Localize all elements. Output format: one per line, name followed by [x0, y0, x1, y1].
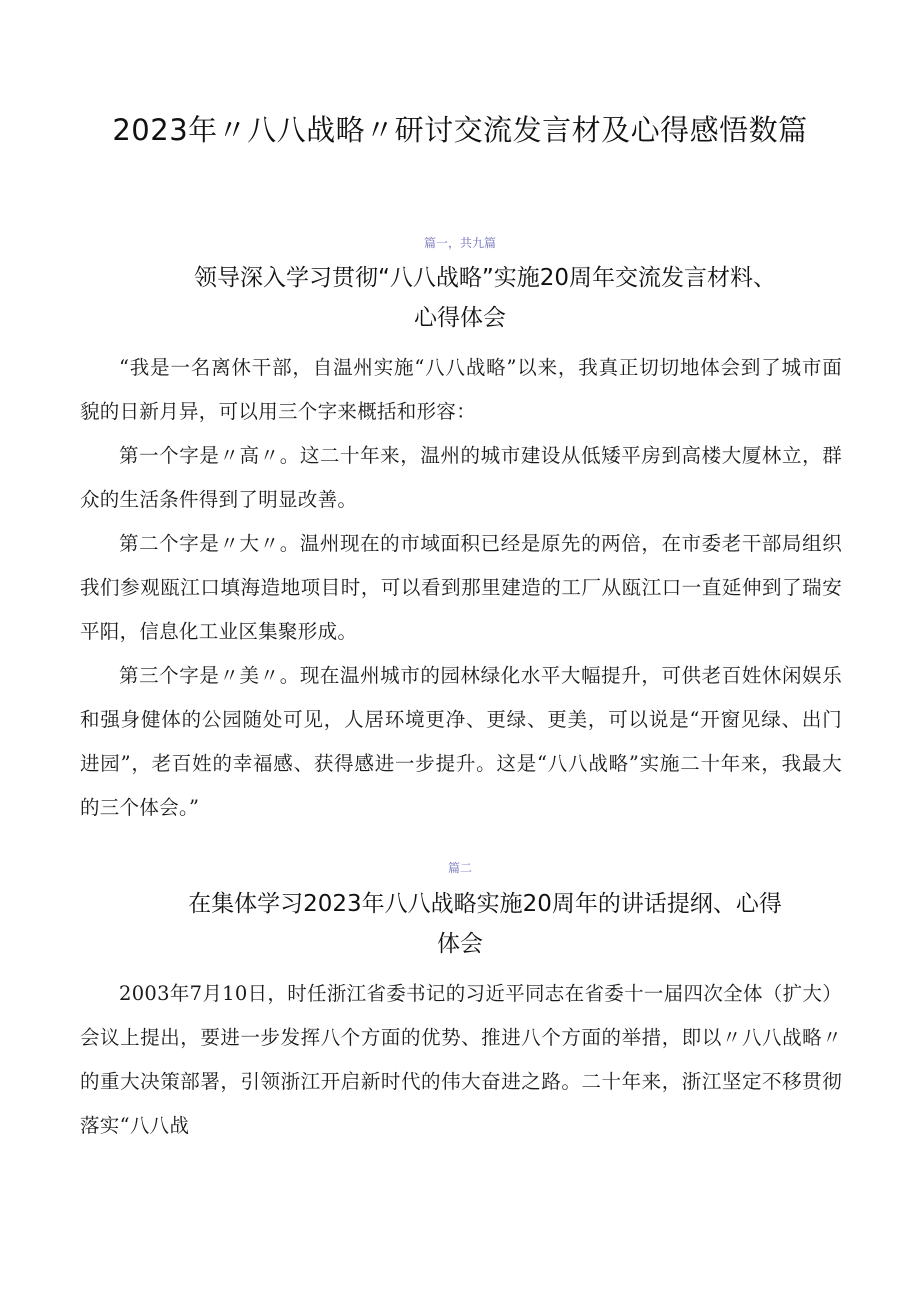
- section-label: 篇二: [447, 861, 472, 875]
- section-title: [110, 884, 860, 964]
- section-title: [110, 258, 860, 338]
- paragraph: 2003年7月10日，时任浙江省委书记的习近平同志在省委十一届四次全体（扩大）会议上提出，要进一步发挥八个方面的优势、推进八个方面的举措，即以〃八八战略〃的重大决策部署，引领浙江开启新时代的伟大奋进之路。二十年来，浙江坚定不移贯彻落实“八八战: [80, 982, 842, 1137]
- section-title-line: 在集体学习2023年八八战略实施20周年的讲话提纲、心得: [188, 891, 782, 917]
- paragraph: 第一个字是〃高〃。这二十年来，温州的城市建设从低矮平房到高楼大厦林立，群众的生活条件得到了明显改善。: [80, 444, 842, 511]
- document-title: 2023年〃八八战略〃研讨交流发言材及心得感悟数篇: [112, 113, 808, 147]
- section-body: [80, 972, 842, 1148]
- paragraph: 第二个字是〃大〃。温州现在的市域面积已经是原先的两倍，在市委老干部局组织我们参观瓯江口填海造地项目时，可以看到那里建造的工厂从瓯江口一直延伸到了瑞安平阳，信息化工业区集聚形成。: [80, 532, 842, 643]
- section-title-line: 体会: [437, 931, 483, 957]
- section-title-line: 心得体会: [414, 305, 506, 331]
- section-body: [80, 346, 842, 830]
- paragraph: 第三个字是〃美〃。现在温州城市的园林绿化水平大幅提升，可供老百姓休闲娱乐和强身健体的公园随处可见，人居环境更净、更绿、更美，可以说是“开窗见绿、出门进园”，老百姓的幸福感、获得感进一步提升。这是“八八战略”实施二十年来，我最大的三个体会。”: [80, 664, 842, 819]
- paragraph: “我是一名离休干部，自温州实施“八八战略”以来，我真正切切地体会到了城市面貌的日新月异，可以用三个字来概括和形容：: [80, 356, 842, 423]
- section-title-line: 领导深入学习贯彻“八八战略”实施20周年交流发言材料、: [193, 265, 777, 291]
- section-label: 篇一，共九篇: [423, 236, 496, 250]
